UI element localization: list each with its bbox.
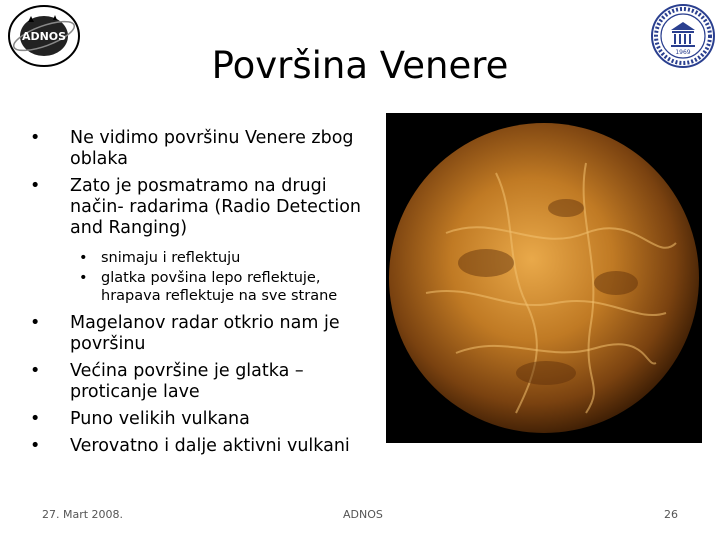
list-item <box>30 361 370 403</box>
list-item <box>30 128 370 170</box>
bullet-dot: • <box>30 128 41 148</box>
sub-bullet-text: glatka povšina lepo reflektuje, hrapava reflektuje na sve strane <box>101 270 338 304</box>
bullet-dot: • <box>30 409 41 429</box>
footer-org: ADNOS <box>343 508 383 521</box>
bullet-dot: • <box>79 250 88 266</box>
sub-list-item <box>30 249 370 267</box>
sub-bullet-text: snimaju i reflektuju <box>101 250 241 266</box>
bullet-text: Ne vidimo površinu Venere zbog oblaka <box>70 128 354 169</box>
bullet-dot: • <box>30 436 41 456</box>
bullet-text: Magelanov radar otkrio nam je površinu <box>70 313 340 354</box>
bullet-text: Zato je posmatramo na drugi način- radarima (Radio Detection and Ranging) <box>70 176 361 238</box>
seal-year: 1969 <box>675 49 691 56</box>
bullet-text: Verovatno i dalje aktivni vulkani <box>70 436 350 456</box>
sub-bullet-list <box>30 249 370 305</box>
astronomy-society-logo <box>6 4 82 68</box>
page-number: 26 <box>664 508 678 521</box>
list-item <box>30 313 370 355</box>
venus-image <box>386 113 702 443</box>
bullet-dot: • <box>30 361 41 381</box>
bullet-dot: • <box>30 176 41 196</box>
list-item <box>30 436 370 457</box>
math-physics-society-seal <box>650 3 716 69</box>
bullet-dot: • <box>79 270 88 286</box>
list-item <box>30 409 370 430</box>
bullet-text: Većina površine je glatka – proticanje lave <box>70 361 304 402</box>
list-item <box>30 176 370 239</box>
bullet-dot: • <box>30 313 41 333</box>
sub-list-item <box>30 269 370 305</box>
footer-date: 27. Mart 2008. <box>42 508 124 521</box>
logo-word: ADNOS <box>21 30 67 43</box>
bullet-list <box>30 128 370 463</box>
bullet-text: Puno velikih vulkana <box>70 409 250 429</box>
slide-title: Površina Venere <box>211 44 509 87</box>
